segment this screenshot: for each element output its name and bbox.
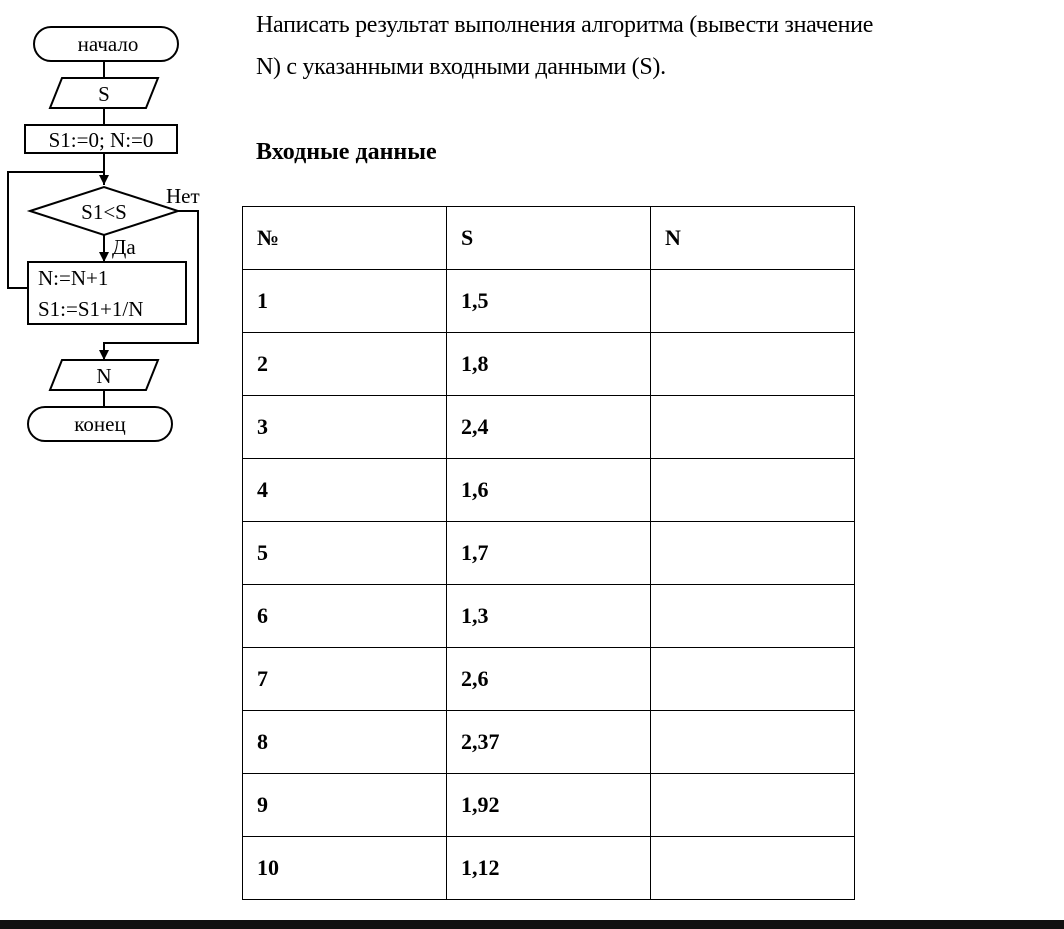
row-n[interactable]	[651, 585, 855, 648]
row-number: 5	[243, 522, 447, 585]
row-n[interactable]	[651, 396, 855, 459]
row-n[interactable]	[651, 837, 855, 900]
start-label: начало	[77, 32, 139, 56]
row-s: 1,5	[447, 270, 651, 333]
no-branch-label: Нет	[166, 184, 200, 208]
row-number: 1	[243, 270, 447, 333]
row-number: 6	[243, 585, 447, 648]
row-number: 10	[243, 837, 447, 900]
yes-branch-label: Да	[112, 235, 136, 259]
row-n[interactable]	[651, 774, 855, 837]
table-row	[243, 711, 855, 774]
row-n[interactable]	[651, 459, 855, 522]
table-row	[243, 774, 855, 837]
table-row	[243, 585, 855, 648]
bottom-edge-bar	[0, 920, 1064, 929]
row-n[interactable]	[651, 333, 855, 396]
row-number: 7	[243, 648, 447, 711]
row-number: 2	[243, 333, 447, 396]
input-data-table	[242, 206, 855, 900]
table-row	[243, 396, 855, 459]
task-line-1: Написать результат выполнения алгоритма (вывести значение	[256, 12, 874, 38]
table-header-row	[243, 207, 855, 270]
row-number: 4	[243, 459, 447, 522]
table-row	[243, 837, 855, 900]
row-s: 2,4	[447, 396, 651, 459]
row-s: 1,3	[447, 585, 651, 648]
task-line-2: N) с указанными входными данными (S).	[256, 54, 666, 80]
table-row	[243, 522, 855, 585]
header-s: S	[447, 207, 651, 270]
row-s: 1,6	[447, 459, 651, 522]
row-s: 1,8	[447, 333, 651, 396]
table-row	[243, 648, 855, 711]
table-row	[243, 333, 855, 396]
row-s: 1,12	[447, 837, 651, 900]
output-label: N	[96, 364, 112, 388]
body-line1: N:=N+1	[38, 266, 109, 290]
row-number: 3	[243, 396, 447, 459]
flowchart	[0, 0, 240, 460]
task-text	[256, 4, 1056, 88]
row-number: 9	[243, 774, 447, 837]
end-label: конец	[74, 412, 126, 436]
row-n[interactable]	[651, 648, 855, 711]
input-data-heading: Входные данные	[256, 139, 437, 165]
header-n: N	[651, 207, 855, 270]
header-number: №	[243, 207, 447, 270]
row-number: 8	[243, 711, 447, 774]
row-n[interactable]	[651, 711, 855, 774]
row-s: 1,92	[447, 774, 651, 837]
table-row	[243, 270, 855, 333]
row-n[interactable]	[651, 522, 855, 585]
row-n[interactable]	[651, 270, 855, 333]
body-line2: S1:=S1+1/N	[38, 297, 144, 321]
row-s: 2,6	[447, 648, 651, 711]
row-s: 1,7	[447, 522, 651, 585]
init-label: S1:=0; N:=0	[48, 128, 154, 152]
condition-label: S1<S	[81, 200, 127, 224]
input-label: S	[98, 82, 110, 106]
row-s: 2,37	[447, 711, 651, 774]
table-row	[243, 459, 855, 522]
